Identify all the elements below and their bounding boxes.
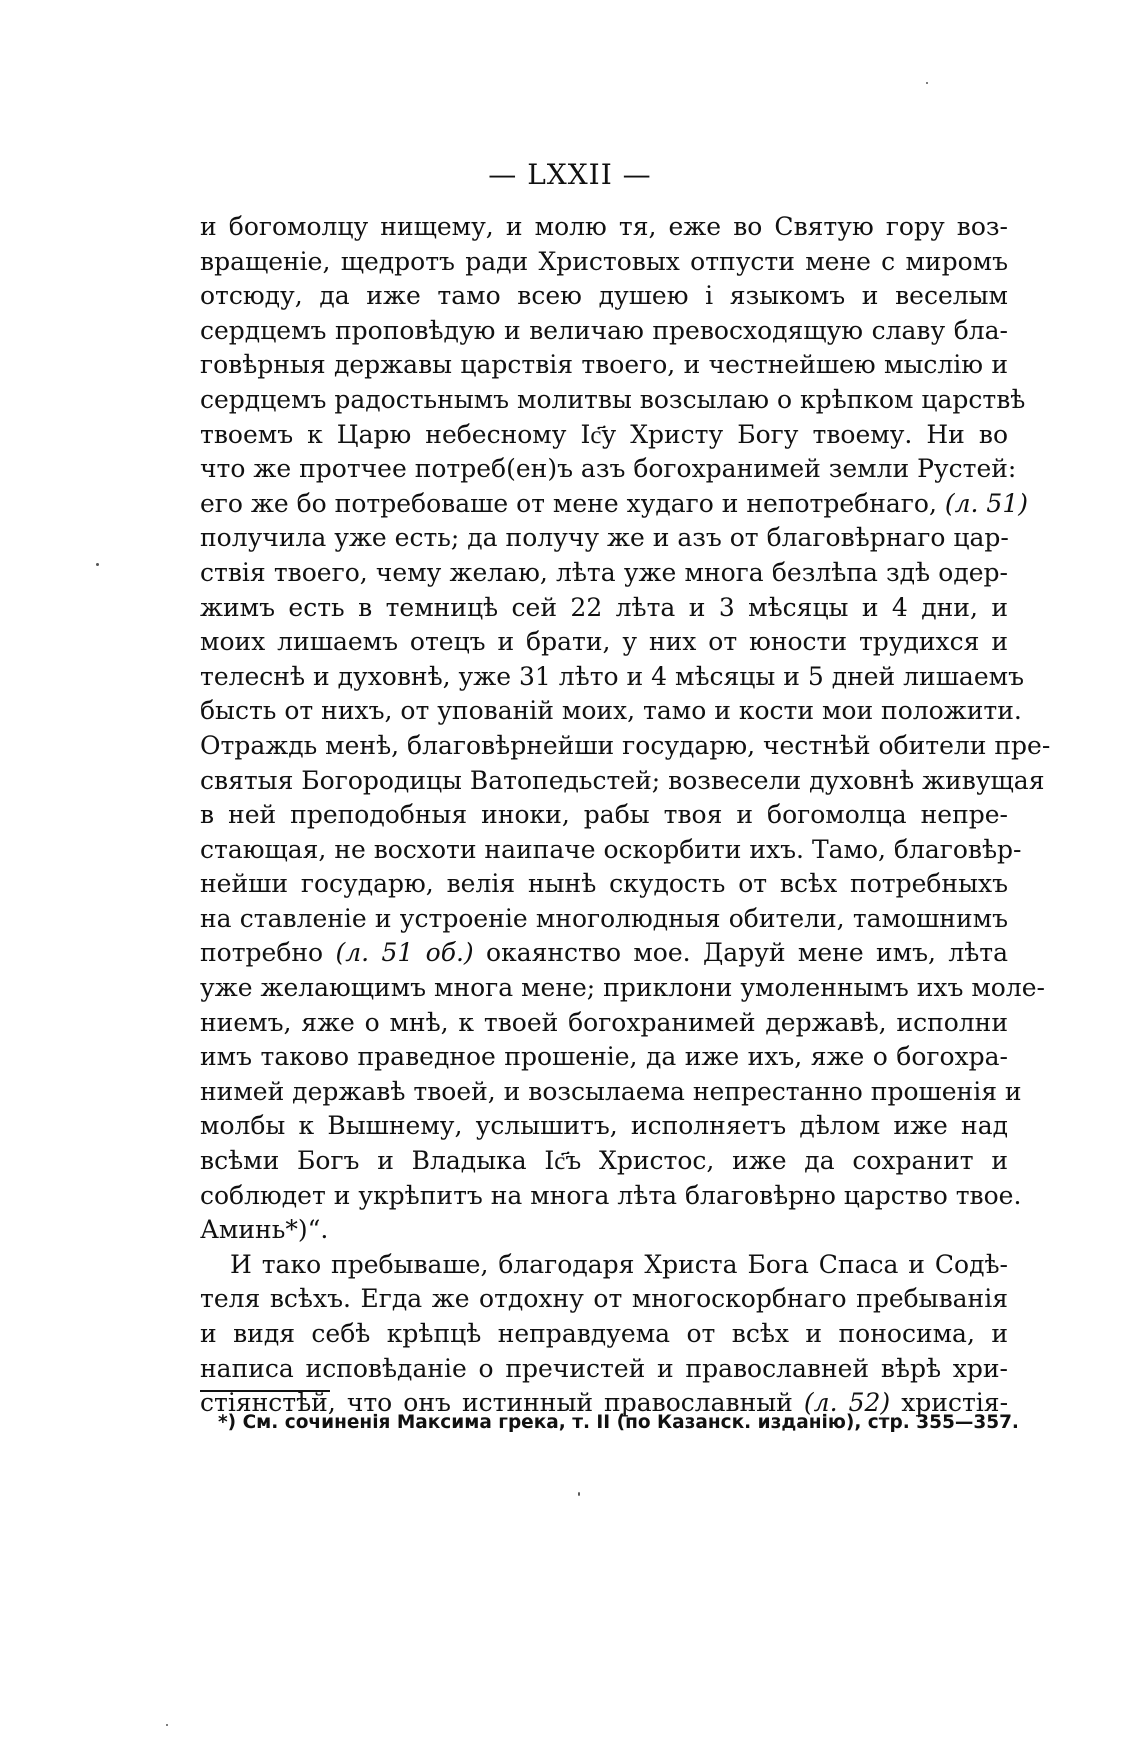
text-line: сердцемъ радостьнымъ молитвы возсылаю о крѣпком царствѣ (200, 384, 1026, 414)
text-line: получила уже есть; да получу же и азъ от благовѣрнаго цар- (200, 523, 1009, 553)
text-line: ствія твоего, чему желаю, лѣта уже многа безлѣпа здѣ одер- (200, 557, 1008, 587)
page-number: — LXXII — (488, 158, 652, 191)
text-line: стающая, не восхоти наипаче оскорбити ихъ. Тамо, благовѣр- (200, 834, 1022, 864)
folio-reference: (л. 51) (944, 488, 1028, 518)
text-line: нейши государю, велія нынѣ скудость от всѣх потребныхъ (200, 869, 1008, 899)
text-line: уже желающимъ многа мене; приклони умоленнымъ ихъ моле- (200, 973, 1045, 1003)
print-speck (578, 1492, 580, 1496)
text-line: стіянстѣй, что онъ истинный православный (л. 52) христія- (200, 1388, 1009, 1418)
text-line: Отраждь менѣ, благовѣрнейши государю, честнѣй обители пре- (200, 730, 1051, 760)
footnote: *) См. сочиненія Максима грека, т. II (по Казанск. изданію), стр. 355—357. (218, 1412, 1019, 1433)
footnote-divider (200, 1390, 330, 1392)
text-line: имъ таково праведное прошеніе, да иже ихъ, яже о богохра- (200, 1042, 1008, 1072)
text-line: говѣрныя державы царствія твоего, и честнейшею мыслію и (200, 350, 1008, 380)
text-line: теля всѣхъ. Егда же отдохну от многоскорбнаго пребыванія (200, 1284, 1008, 1314)
text-line: вращеніе, щедротъ ради Христовых отпусти мене с миромъ (200, 246, 1008, 276)
text-line: жимъ есть в темницѣ сей 22 лѣта и 3 мѣсяцы и 4 дни, и (200, 592, 1008, 622)
text-line: отсюду, да иже тамо всею душею і языкомъ и веселым (200, 281, 1008, 311)
text-line: твоемъ к Царю небесному Іс҃у Христу Богу твоему. Ни во (200, 419, 1008, 449)
print-speck (926, 82, 928, 84)
text-line: соблюдет и укрѣпитъ на многа лѣта благовѣрно царство твое. (200, 1180, 1022, 1210)
text-line: его же бо потребоваше от мене худаго и непотребнаго, (л. 51) (200, 488, 1028, 518)
folio-reference: (л. 52) (803, 1388, 891, 1418)
text-line: ниемъ, яже о мнѣ, к твоей богохранимей державѣ, исполни (200, 1007, 1008, 1037)
text-line: на ставленіе и устроеніе многолюдныя обители, тамошнимъ (200, 903, 1008, 933)
text-line: что же протчее потреб(ен)ъ азъ богохранимей земли Рустей: (200, 454, 1017, 484)
text-line: бысть от нихъ, от упованій моих, тамо и кости мои положити. (200, 696, 1022, 726)
text-line: Аминь*)“. (200, 1215, 329, 1245)
body-text (200, 210, 1051, 1421)
text-line: написа исповѣданіе о пречистей и православней вѣрѣ хри- (200, 1353, 1008, 1383)
text-line: и богомолцу нищему, и молю тя, еже во Святую гору воз- (200, 212, 1008, 241)
paragraph-first-line: И тако пребываше, благодаря Христа Бога Спаса и Содѣ- (230, 1249, 1008, 1279)
text-line: всѣми Богъ и Владыка Іс҃ъ Христос, иже да сохранит и (200, 1146, 1008, 1176)
text-line: моих лишаемъ отецъ и брати, у них от юности трудихся и (200, 627, 1008, 657)
text-line: молбы к Вышнему, услышитъ, исполняетъ дѣлом иже над (200, 1111, 1008, 1141)
folio-reference: (л. 51 об.) (335, 938, 474, 968)
text-line: нимей державѣ твоей, и возсылаема непрестанно прошенія и (200, 1076, 1022, 1106)
print-speck (96, 563, 99, 566)
text-line: телеснѣ и духовнѣ, уже 31 лѣто и 4 мѣсяцы и 5 дней лишаемъ (200, 661, 1024, 691)
print-speck (166, 1724, 168, 1726)
text-line: святыя Богородицы Ватопедьстей; возвесели духовнѣ живущая (200, 765, 1045, 795)
text-line: потребно (л. 51 об.) окаянство мое. Даруй мене имъ, лѣта (200, 938, 1009, 968)
text-line: сердцемъ проповѣдую и величаю превосходящую славу бла- (200, 315, 1008, 345)
text-line: в ней преподобныя иноки, рабы твоя и богомолца непре- (200, 800, 1008, 830)
text-line: и видя себѣ крѣпцѣ неправдуема от всѣх и поносима, и (200, 1319, 1008, 1348)
